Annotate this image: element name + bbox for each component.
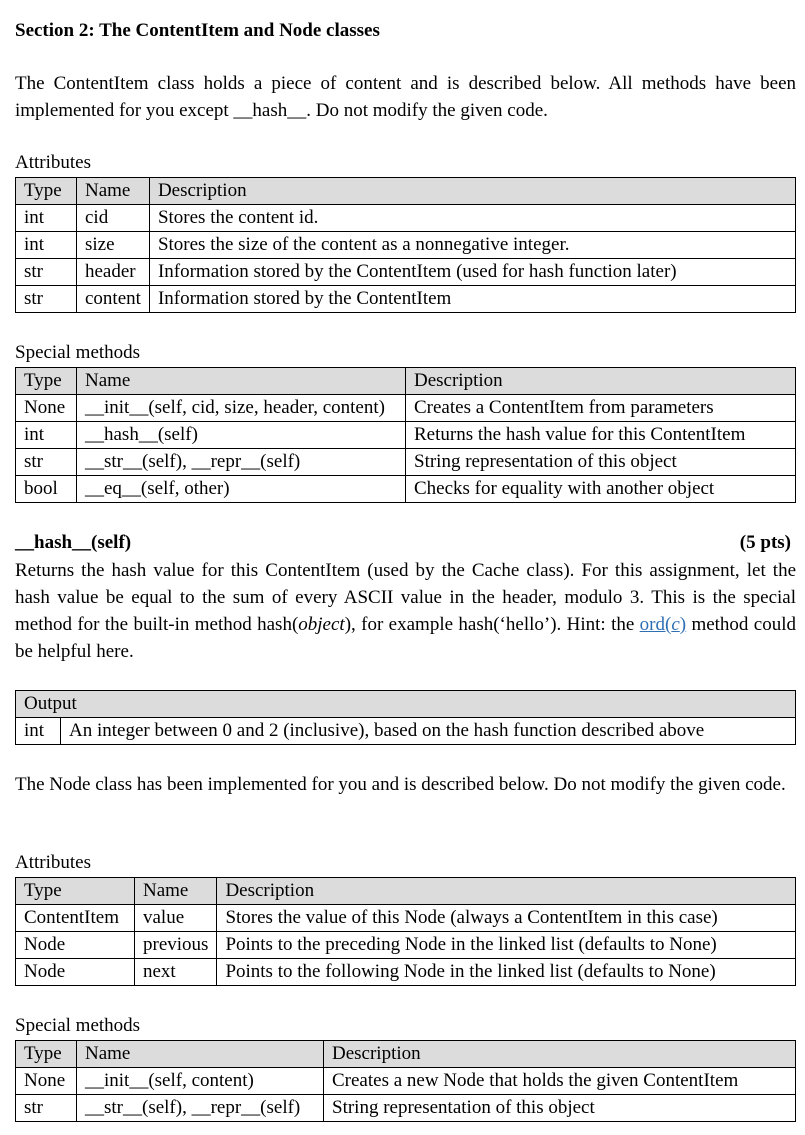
table-cell: header bbox=[77, 259, 150, 286]
table-row bbox=[16, 449, 796, 476]
table-cell: Node bbox=[16, 959, 135, 986]
node-attributes-table bbox=[15, 877, 796, 986]
table-cell: None bbox=[16, 395, 77, 422]
hash-text-part1: Returns the hash value for this ContentItem (used by the Cache class). For this assignment, let the hash value be equal to the sum of every ASCII value in the header, modulo 3. This is the special method for the built-in method hash( bbox=[15, 560, 796, 635]
hash-method-heading bbox=[15, 532, 791, 554]
table-cell: bool bbox=[16, 476, 77, 503]
column-header: Description bbox=[217, 878, 796, 905]
column-header: Name bbox=[135, 878, 217, 905]
table-cell: Creates a ContentItem from parameters bbox=[406, 395, 796, 422]
table-cell: next bbox=[135, 959, 217, 986]
table-cell: Stores the content id. bbox=[149, 205, 795, 232]
table-cell: __init__(self, cid, size, header, content) bbox=[77, 395, 406, 422]
table-cell: Creates a new Node that holds the given ContentItem bbox=[324, 1068, 796, 1095]
ord-doc-link[interactable]: ord(c) bbox=[639, 614, 687, 635]
node-intro: The Node class has been implemented for you and is described below. Do not modify the given code. bbox=[15, 774, 786, 795]
node-methods-table bbox=[15, 1040, 796, 1122]
table-cell: Information stored by the ContentItem bbox=[149, 286, 795, 313]
table-cell: Points to the preceding Node in the linked list (defaults to None) bbox=[217, 932, 796, 959]
column-header: Description bbox=[406, 368, 796, 395]
column-header: Type bbox=[16, 178, 77, 205]
table-cell: cid bbox=[77, 205, 150, 232]
table-cell: previous bbox=[135, 932, 217, 959]
hash-text-part2: ), for example hash(‘hello’). Hint: the bbox=[344, 614, 640, 635]
column-header: Name bbox=[77, 1041, 324, 1068]
table-cell: __str__(self), __repr__(self) bbox=[77, 449, 406, 476]
table-cell: Information stored by the ContentItem (used for hash function later) bbox=[149, 259, 795, 286]
table-cell: size bbox=[77, 232, 150, 259]
table-cell: __str__(self), __repr__(self) bbox=[77, 1095, 324, 1122]
table-cell: value bbox=[135, 905, 217, 932]
table-cell: Node bbox=[16, 932, 135, 959]
table-cell: str bbox=[16, 286, 77, 313]
table-cell: Stores the size of the content as a nonnegative integer. bbox=[149, 232, 795, 259]
contentitem-methods-label: Special methods bbox=[15, 342, 141, 363]
node-attributes-label: Attributes bbox=[15, 852, 91, 873]
table-cell: content bbox=[77, 286, 150, 313]
table-row bbox=[16, 286, 796, 313]
table-cell: __hash__(self) bbox=[77, 422, 406, 449]
contentitem-intro: The ContentItem class holds a piece of content and is described below. All methods have been implemented for you except __hash__. Do not modify the given code. bbox=[15, 73, 796, 121]
column-header: Name bbox=[77, 178, 150, 205]
table-cell: None bbox=[16, 1068, 77, 1095]
section-title: Section 2: The ContentItem and Node classes bbox=[15, 20, 380, 41]
table-row bbox=[16, 395, 796, 422]
column-header: Type bbox=[16, 368, 77, 395]
table-cell: Checks for equality with another object bbox=[406, 476, 796, 503]
table-header-row bbox=[16, 178, 796, 205]
column-header: Description bbox=[149, 178, 795, 205]
table-row bbox=[16, 1068, 796, 1095]
hash-text-object: object bbox=[298, 614, 345, 635]
table-cell: str bbox=[16, 259, 77, 286]
table-row bbox=[16, 476, 796, 503]
points-value: (5 pts) bbox=[739, 532, 791, 553]
table-cell: String representation of this object bbox=[406, 449, 796, 476]
table-cell: Points to the following Node in the linked list (defaults to None) bbox=[217, 959, 796, 986]
hash-method-signature: __hash__(self) bbox=[15, 532, 132, 553]
column-header: Output bbox=[16, 691, 796, 718]
column-header: Type bbox=[16, 1041, 77, 1068]
table-cell: Returns the hash value for this ContentItem bbox=[406, 422, 796, 449]
table-row bbox=[16, 205, 796, 232]
hash-method-description bbox=[15, 557, 796, 665]
table-cell: __init__(self, content) bbox=[77, 1068, 324, 1095]
table-cell: An integer between 0 and 2 (inclusive), based on the hash function described above bbox=[61, 718, 796, 745]
table-cell: int bbox=[16, 232, 77, 259]
table-cell: __eq__(self, other) bbox=[77, 476, 406, 503]
table-row bbox=[16, 259, 796, 286]
table-header-row bbox=[16, 368, 796, 395]
hash-text-part3: method could be helpful here. bbox=[15, 614, 797, 662]
column-header: Type bbox=[16, 878, 135, 905]
column-header: Name bbox=[77, 368, 406, 395]
table-cell: str bbox=[16, 449, 77, 476]
table-cell: Stores the value of this Node (always a ContentItem in this case) bbox=[217, 905, 796, 932]
contentitem-attributes-table bbox=[15, 177, 796, 313]
contentitem-methods-table bbox=[15, 367, 796, 503]
table-row bbox=[16, 422, 796, 449]
table-row bbox=[16, 905, 796, 932]
output-table bbox=[15, 690, 796, 745]
contentitem-attributes-label: Attributes bbox=[15, 152, 91, 173]
table-row bbox=[16, 932, 796, 959]
table-cell: int bbox=[16, 422, 77, 449]
table-cell: str bbox=[16, 1095, 77, 1122]
table-row bbox=[16, 718, 796, 745]
table-cell: int bbox=[16, 718, 61, 745]
table-cell: ContentItem bbox=[16, 905, 135, 932]
table-cell: int bbox=[16, 205, 77, 232]
column-header: Description bbox=[324, 1041, 796, 1068]
node-methods-label: Special methods bbox=[15, 1015, 141, 1036]
table-row bbox=[16, 1095, 796, 1122]
table-cell: String representation of this object bbox=[324, 1095, 796, 1122]
table-header-row bbox=[16, 1041, 796, 1068]
table-header-row bbox=[16, 691, 796, 718]
table-row bbox=[16, 232, 796, 259]
table-row bbox=[16, 959, 796, 986]
table-header-row bbox=[16, 878, 796, 905]
